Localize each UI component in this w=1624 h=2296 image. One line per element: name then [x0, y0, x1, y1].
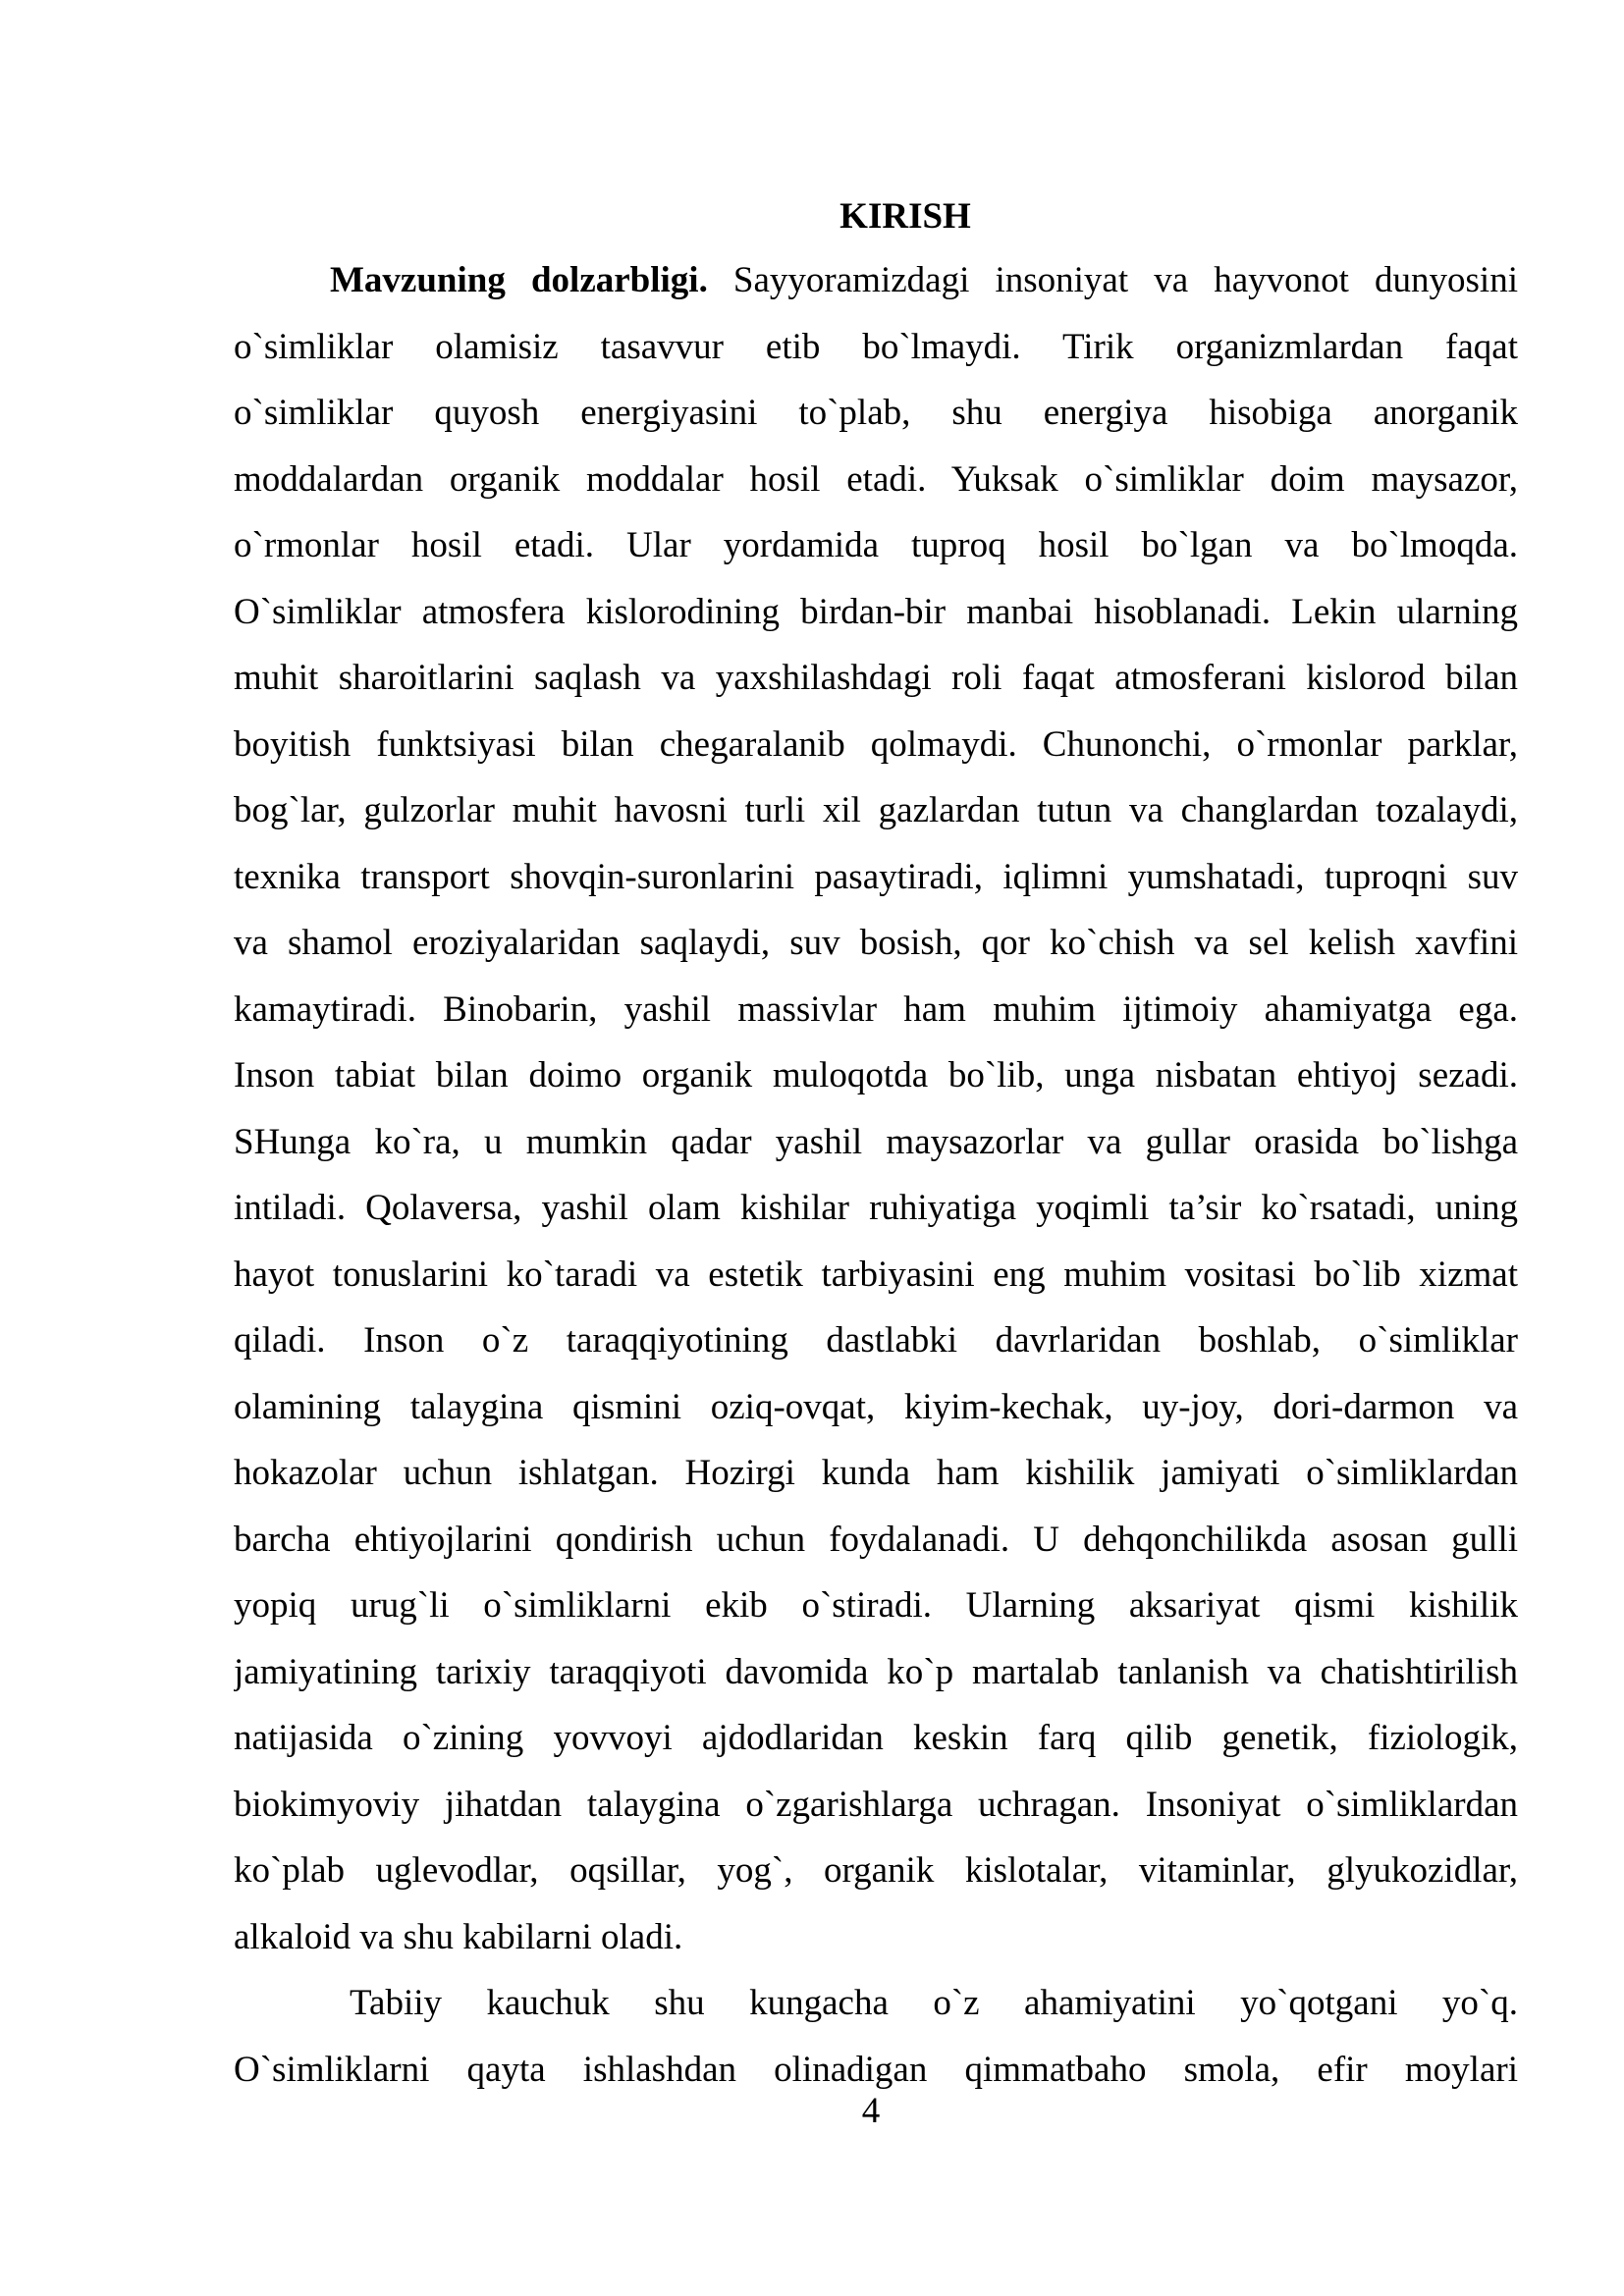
paragraph-line: SHunga ko`ra, u mumkin qadar yashil maysazorlar va gullar orasida bo`lishga	[234, 1121, 1518, 1162]
paragraph-line: hayot tonuslarini ko`taradi va estetik tarbiyasini eng muhim vositasi bo`lib xizmat	[234, 1254, 1518, 1295]
paragraph-line: texnika transport shovqin-suronlarini pasaytiradi, iqlimni yumshatadi, tuproqni suv	[234, 856, 1518, 897]
paragraph-line: natijasida o`zining yovvoyi ajdodlaridan keskin farq qilib genetik, fiziologik,	[234, 1718, 1518, 1758]
paragraph-line: va shamol eroziyalaridan saqlaydi, suv bosish, qor ko`chish va sel kelish xavfini	[234, 923, 1518, 963]
paragraph-line: o`simliklar quyosh energiyasini to`plab, shu energiya hisobiga anorganik	[234, 393, 1518, 433]
page-number: 4	[861, 2091, 881, 2131]
paragraph-line: intiladi. Qolaversa, yashil olam kishilar ruhiyatiga yoqimli ta’sir ko`rsatadi, uning	[234, 1188, 1518, 1228]
paragraph-line: kamaytiradi. Binobarin, yashil massivlar ham muhim ijtimoiy ahamiyatga ega.	[234, 988, 1518, 1030]
paragraph-line: biokimyoviy jihatdan talaygina o`zgarishlarga uchragan. Insoniyat o`simliklardan	[234, 1784, 1518, 1825]
paragraph-line: o`rmonlar hosil etadi. Ular yordamida tuproq hosil bo`lgan va bo`lmoqda.	[234, 525, 1518, 565]
paragraph-1	[234, 247, 1518, 1970]
text-column	[234, 187, 1518, 2103]
lead-phrase: Mavzuning dolzarbligi.	[330, 260, 708, 300]
paragraph-line: hokazolar uchun ishlatgan. Hozirgi kunda ham kishilik jamiyati o`simliklardan	[234, 1453, 1518, 1493]
paragraph-line: Inson tabiat bilan doimo organik muloqotda bo`lib, unga nisbatan ehtiyoj sezadi.	[234, 1055, 1518, 1095]
paragraph-line: yopiq urug`li o`simliklarni ekib o`stiradi. Ularning aksariyat qismi kishilik	[234, 1585, 1518, 1626]
paragraph-line: muhit sharoitlarini saqlash va yaxshilashdagi roli faqat atmosferani kislorod bilan	[234, 658, 1518, 698]
paragraph-line: barcha ehtiyojlarini qondirish uchun foydalanadi. U dehqonchilikda asosan gulli	[234, 1519, 1518, 1560]
section-heading: KIRISH	[839, 196, 971, 237]
paragraph-line: boyitish funktsiyasi bilan chegaralanib qolmaydi. Chunonchi, o`rmonlar parklar,	[234, 723, 1518, 765]
line-text: Sayyoramizdagi insoniyat va hayvonot dunyosini	[707, 260, 1518, 300]
paragraph-line: bog`lar, gulzorlar muhit havosni turli xil gazlardan tutun va changlardan tozalaydi,	[234, 790, 1518, 830]
paragraph-line: qiladi. Inson o`z taraqqiyotining dastlabki davrlaridan boshlab, o`simliklar	[234, 1320, 1518, 1361]
paragraph-line: o`simliklar olamisiz tasavvur etib bo`lmaydi. Tirik organizmlardan faqat	[234, 326, 1518, 367]
paragraph-line: moddalardan organik moddalar hosil etadi. Yuksak o`simliklar doim maysazor,	[234, 458, 1518, 500]
paragraph-line: jamiyatining tarixiy taraqqiyoti davomida ko`p martalab tanlanish va chatishtirilish	[234, 1651, 1518, 1692]
paragraph-line: O`simliklarni qayta ishlashdan olinadigan qimmatbaho smola, efir moylari	[234, 2049, 1518, 2090]
paragraph-line: O`simliklar atmosfera kislorodining birdan-bir manbai hisoblanadi. Lekin ularning	[234, 591, 1518, 632]
paragraph-line: ko`plab uglevodlar, oqsillar, yog`, organik kislotalar, vitaminlar, glyukozidlar,	[234, 1850, 1518, 1891]
paragraph-line: alkaloid va shu kabilarni oladi.	[234, 1916, 683, 1957]
paragraph-line: olamining talaygina qismini oziq-ovqat, kiyim-kechak, uy-joy, dori-darmon va	[234, 1386, 1518, 1427]
paragraph-line	[234, 247, 1518, 314]
paragraph-2	[234, 1970, 1518, 2103]
paragraph-line: Tabiiy kauchuk shu kungacha o`z ahamiyatini yo`qotgani yo`q.	[350, 1983, 1518, 2023]
